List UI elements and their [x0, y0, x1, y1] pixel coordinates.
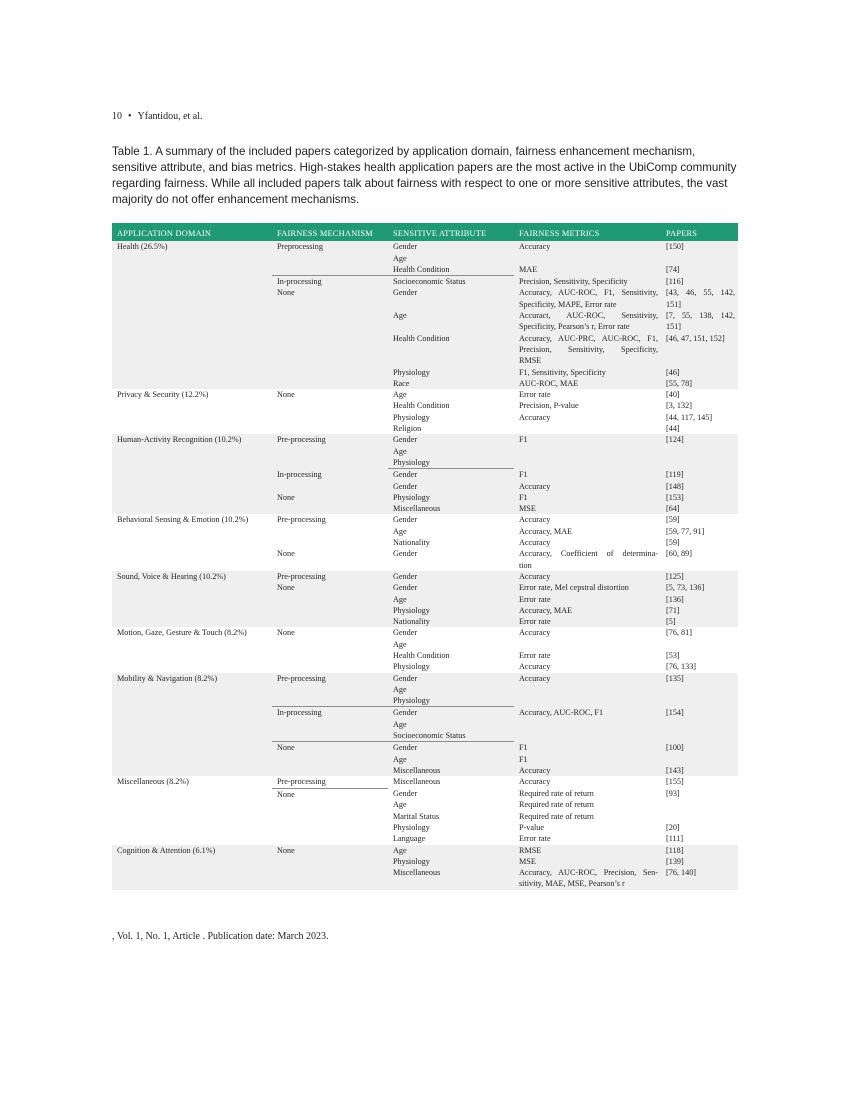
- metric-cell: F1, Sensitivity, Specificity: [514, 367, 661, 378]
- caption-label: Table 1.: [112, 145, 153, 158]
- metric-cell: RMSE: [514, 355, 661, 366]
- attribute-cell: Physiology: [388, 822, 514, 833]
- metric-cell: [514, 695, 661, 707]
- attribute-cell: Gender: [388, 469, 514, 481]
- metric-cell: Accuracy, AUC-PRC, AUC-ROC, F1,: [514, 333, 661, 344]
- metric-cell: Accuracy, Coefficient of determina-: [514, 548, 661, 559]
- papers-cell: [661, 811, 738, 822]
- attribute-cell: Gender: [388, 241, 514, 252]
- table-caption: [112, 144, 738, 208]
- group-sound: [112, 571, 738, 627]
- domain-cell: Motion, Gaze, Gesture & Touch (8.2%): [112, 627, 272, 672]
- table-row: [112, 241, 738, 252]
- domain-cell: Sound, Voice & Hearing (10.2%): [112, 571, 272, 627]
- attribute-cell: Gender: [388, 582, 514, 593]
- attribute-cell: Age: [388, 310, 514, 333]
- mechanism-cell: Pre-processing: [272, 571, 388, 582]
- domain-cell: Cognition & Attention (6.1%): [112, 845, 272, 890]
- papers-cell: [40]: [661, 389, 738, 400]
- mechanism-cell: None: [272, 788, 388, 844]
- metric-cell: Error rate: [514, 650, 661, 661]
- metric-cell: Accuracy: [514, 481, 661, 492]
- attribute-cell: Health Condition: [388, 650, 514, 661]
- papers-cell: [71]: [661, 605, 738, 616]
- metric-cell: Error rate: [514, 833, 661, 844]
- group-privacy-security: [112, 389, 738, 434]
- metric-cell: F1: [514, 742, 661, 754]
- domain-cell: Miscellaneous (8.2%): [112, 776, 272, 844]
- domain-cell: Behavioral Sensing & Emotion (10.2%): [112, 514, 272, 570]
- papers-cell: [5, 73, 136]: [661, 582, 738, 593]
- attribute-cell: Gender: [388, 514, 514, 525]
- metric-cell: Required rate of return: [514, 788, 661, 799]
- attribute-cell: Health Condition: [388, 333, 514, 367]
- attribute-cell: Miscellaneous: [388, 503, 514, 514]
- metric-cell: Specificity, Pearson’s r, Error rate: [514, 321, 661, 332]
- papers-cell: [118]: [661, 845, 738, 856]
- table-header-row: [112, 223, 738, 241]
- metric-cell: Error rate, Mel cepstral distortion: [514, 582, 661, 593]
- papers-cell: [53]: [661, 650, 738, 661]
- mechanism-cell: Pre-processing: [272, 673, 388, 707]
- table-row: [112, 434, 738, 445]
- attribute-cell: Age: [388, 526, 514, 537]
- metric-cell: P-value: [514, 822, 661, 833]
- attribute-cell: Socioeconomic Status: [388, 276, 514, 288]
- metric-cell: [514, 446, 661, 457]
- attribute-cell: Health Condition: [388, 264, 514, 276]
- mechanism-cell: In-processing: [272, 276, 388, 288]
- metric-cell: Precision, Sensitivity, Specificity: [514, 276, 661, 288]
- attribute-cell: Health Condition: [388, 400, 514, 411]
- attribute-cell: Age: [388, 719, 514, 730]
- papers-cell: [20]: [661, 822, 738, 833]
- papers-cell: [661, 457, 738, 469]
- attribute-cell: Age: [388, 389, 514, 400]
- metric-cell: Error rate: [514, 616, 661, 627]
- metric-cell: Accuracy, AUC-ROC, Precision, Sen-: [514, 867, 661, 878]
- papers-cell: [76, 81]: [661, 627, 738, 638]
- papers-cell: [100]: [661, 742, 738, 754]
- attribute-cell: Age: [388, 845, 514, 856]
- papers-cell: [46, 47, 151, 152]: [661, 333, 738, 367]
- table-row: [112, 776, 738, 788]
- papers-cell: [661, 684, 738, 695]
- metric-cell: Accuracy, AUC-ROC, F1, Sensitivity,: [514, 287, 661, 298]
- papers-cell: [44, 117, 145]: [661, 412, 738, 423]
- mechanism-cell: None: [272, 389, 388, 434]
- papers-cell: [5]: [661, 616, 738, 627]
- page-number: 10: [112, 111, 122, 122]
- attribute-cell: Nationality: [388, 616, 514, 627]
- papers-cell: [124]: [661, 434, 738, 445]
- mechanism-cell: None: [272, 287, 388, 389]
- metric-cell: Accuracy: [514, 412, 661, 423]
- header-authors: Yfantidou, et al.: [137, 111, 203, 122]
- papers-cell: [76, 133]: [661, 661, 738, 672]
- page-footer: , Vol. 1, No. 1, Article . Publication date: March 2023.: [112, 931, 329, 942]
- metric-cell: AUC-ROC, MAE: [514, 378, 661, 389]
- running-head: [112, 111, 203, 122]
- column-header: FAIRNESS METRICS: [514, 223, 661, 241]
- papers-cell: [55, 78]: [661, 378, 738, 389]
- mechanism-cell: None: [272, 492, 388, 515]
- papers-cell: [661, 446, 738, 457]
- papers-cell: [44]: [661, 423, 738, 434]
- attribute-cell: Race: [388, 378, 514, 389]
- papers-cell: [139]: [661, 856, 738, 867]
- metric-cell: Error rate: [514, 389, 661, 400]
- attribute-cell: Gender: [388, 481, 514, 492]
- papers-cell: [76, 140]: [661, 867, 738, 890]
- mechanism-cell: None: [272, 548, 388, 571]
- attribute-cell: Physiology: [388, 412, 514, 423]
- attribute-cell: Age: [388, 799, 514, 810]
- attribute-cell: Gender: [388, 627, 514, 638]
- attribute-cell: Physiology: [388, 856, 514, 867]
- metric-cell: F1: [514, 434, 661, 445]
- papers-cell: [64]: [661, 503, 738, 514]
- summary-table: [112, 223, 738, 890]
- metric-cell: Accuracy: [514, 673, 661, 684]
- papers-cell: [59]: [661, 537, 738, 548]
- mechanism-cell: Pre-processing: [272, 776, 388, 788]
- metric-cell: [514, 684, 661, 695]
- papers-cell: [60, 89]: [661, 548, 738, 571]
- attribute-cell: Gender: [388, 742, 514, 754]
- group-miscellaneous: [112, 776, 738, 844]
- metric-cell: F1: [514, 492, 661, 503]
- mechanism-cell: None: [272, 582, 388, 627]
- papers-cell: [136]: [661, 594, 738, 605]
- group-cognition: [112, 845, 738, 890]
- mechanism-cell: In-processing: [272, 469, 388, 492]
- papers-cell: [7, 55, 138, 142,: [661, 310, 738, 321]
- metric-cell: Accuract, AUC-ROC, Sensitivity,: [514, 310, 661, 321]
- metric-cell: Accuracy: [514, 765, 661, 776]
- mechanism-cell: Pre-processing: [272, 514, 388, 548]
- table-row: [112, 514, 738, 525]
- metric-cell: Accuracy: [514, 514, 661, 525]
- table-row: [112, 673, 738, 684]
- metric-cell: Required rate of return: [514, 811, 661, 822]
- column-header: SENSITIVE ATTRIBUTE: [388, 223, 514, 241]
- metric-cell: MAE: [514, 264, 661, 276]
- group-mobility: [112, 673, 738, 777]
- attribute-cell: Physiology: [388, 661, 514, 672]
- column-header: APPLICATION DOMAIN: [112, 223, 272, 241]
- papers-cell: [74]: [661, 264, 738, 276]
- papers-cell: [119]: [661, 469, 738, 481]
- attribute-cell: Physiology: [388, 605, 514, 616]
- attribute-cell: Gender: [388, 434, 514, 445]
- papers-cell: [3, 132]: [661, 400, 738, 411]
- attribute-cell: Physiology: [388, 492, 514, 503]
- metric-cell: Accuracy, MAE: [514, 526, 661, 537]
- papers-cell: [143]: [661, 765, 738, 776]
- papers-cell: [116]: [661, 276, 738, 288]
- metric-cell: Accuracy, AUC-ROC, F1: [514, 707, 661, 742]
- attribute-cell: Gender: [388, 707, 514, 719]
- attribute-cell: Physiology: [388, 457, 514, 469]
- metric-cell: RMSE: [514, 845, 661, 856]
- table-row: [112, 571, 738, 582]
- mechanism-cell: Pre-processing: [272, 434, 388, 468]
- metric-cell: Accuracy: [514, 627, 661, 638]
- papers-cell: [111]: [661, 833, 738, 844]
- mechanism-cell: None: [272, 742, 388, 776]
- group-behavioral: [112, 514, 738, 570]
- papers-cell: 151]: [661, 321, 738, 332]
- mechanism-cell: In-processing: [272, 707, 388, 742]
- domain-cell: Mobility & Navigation (8.2%): [112, 673, 272, 777]
- group-motion: [112, 627, 738, 672]
- group-health: [112, 241, 738, 389]
- attribute-cell: Physiology: [388, 695, 514, 707]
- header-separator: •: [128, 111, 132, 122]
- attribute-cell: Gender: [388, 287, 514, 310]
- papers-cell: [43, 46, 55, 142,: [661, 287, 738, 298]
- papers-cell: [46]: [661, 367, 738, 378]
- papers-cell: [661, 639, 738, 650]
- papers-cell: [148]: [661, 481, 738, 492]
- papers-cell: [150]: [661, 241, 738, 264]
- mechanism-cell: None: [272, 845, 388, 890]
- mechanism-cell: Preprocessing: [272, 241, 388, 275]
- metric-cell: tion: [514, 560, 661, 571]
- attribute-cell: Gender: [388, 571, 514, 582]
- papers-cell: [154]: [661, 707, 738, 742]
- papers-cell: [661, 799, 738, 810]
- metric-cell: Accuracy: [514, 571, 661, 582]
- attribute-cell: Religion: [388, 423, 514, 434]
- metric-cell: Error rate: [514, 594, 661, 605]
- mechanism-cell: None: [272, 627, 388, 672]
- metric-cell: Accuracy, MAE: [514, 605, 661, 616]
- metric-cell: MSE: [514, 503, 661, 514]
- attribute-cell: Age: [388, 594, 514, 605]
- attribute-cell: Gender: [388, 788, 514, 799]
- papers-cell: [153]: [661, 492, 738, 503]
- attribute-cell: Age: [388, 639, 514, 650]
- attribute-cell: Age: [388, 684, 514, 695]
- metric-cell: Specificity, MAPE, Error rate: [514, 299, 661, 310]
- metric-cell: F1: [514, 754, 661, 765]
- papers-cell: [135]: [661, 673, 738, 684]
- metric-cell: MSE: [514, 856, 661, 867]
- metric-cell: F1: [514, 469, 661, 481]
- attribute-cell: Age: [388, 754, 514, 765]
- papers-cell: [125]: [661, 571, 738, 582]
- attribute-cell: Age: [388, 253, 514, 264]
- column-header: PAPERS: [661, 223, 738, 241]
- domain-cell: Health (26.5%): [112, 241, 272, 389]
- attribute-cell: Nationality: [388, 537, 514, 548]
- metric-cell: Accuracy: [514, 537, 661, 548]
- domain-cell: Human-Activity Recognition (10.2%): [112, 434, 272, 514]
- attribute-cell: Miscellaneous: [388, 776, 514, 788]
- attribute-cell: Miscellaneous: [388, 867, 514, 890]
- metric-cell: [514, 423, 661, 434]
- papers-cell: [155]: [661, 776, 738, 788]
- metric-cell: Accuracy: [514, 776, 661, 788]
- papers-cell: [59]: [661, 514, 738, 525]
- attribute-cell: Language: [388, 833, 514, 844]
- metric-cell: Precision, P-value: [514, 400, 661, 411]
- papers-cell: [661, 695, 738, 707]
- attribute-cell: Age: [388, 446, 514, 457]
- metric-cell: Precision, Sensitivity, Specificity,: [514, 344, 661, 355]
- metric-cell: Required rate of return: [514, 799, 661, 810]
- attribute-cell: Gender: [388, 673, 514, 684]
- attribute-cell: Physiology: [388, 367, 514, 378]
- table-row: [112, 627, 738, 638]
- column-header: FAIRNESS MECHANISM: [272, 223, 388, 241]
- caption-text: A summary of the included papers categorized by application domain, fairness enhancement mechanism, sensitive attribute, and bias metrics. High-stakes health application papers are the most active in the UbiComp community regarding fairness. While all included papers talk about fairness with respect to one or more sensitive attributes, the vast majority do not offer enhancement mechanisms.: [112, 145, 737, 206]
- table-row: [112, 845, 738, 856]
- attribute-cell: Miscellaneous: [388, 765, 514, 776]
- attribute-cell: Gender: [388, 548, 514, 571]
- papers-cell: [661, 754, 738, 765]
- group-har: [112, 434, 738, 514]
- table-row: [112, 389, 738, 400]
- papers-cell: [93]: [661, 788, 738, 799]
- attribute-cell: Socioeconomic Status: [388, 730, 514, 742]
- metric-cell: [514, 639, 661, 650]
- papers-cell: [59, 77, 91]: [661, 526, 738, 537]
- metric-cell: Accuracy: [514, 241, 661, 264]
- papers-cell: 151]: [661, 299, 738, 310]
- metric-cell: [514, 457, 661, 469]
- attribute-cell: Marital Status: [388, 811, 514, 822]
- domain-cell: Privacy & Security (12.2%): [112, 389, 272, 434]
- metric-cell: sitivity, MAE, MSE, Pearson’s r: [514, 878, 661, 889]
- metric-cell: Accuracy: [514, 661, 661, 672]
